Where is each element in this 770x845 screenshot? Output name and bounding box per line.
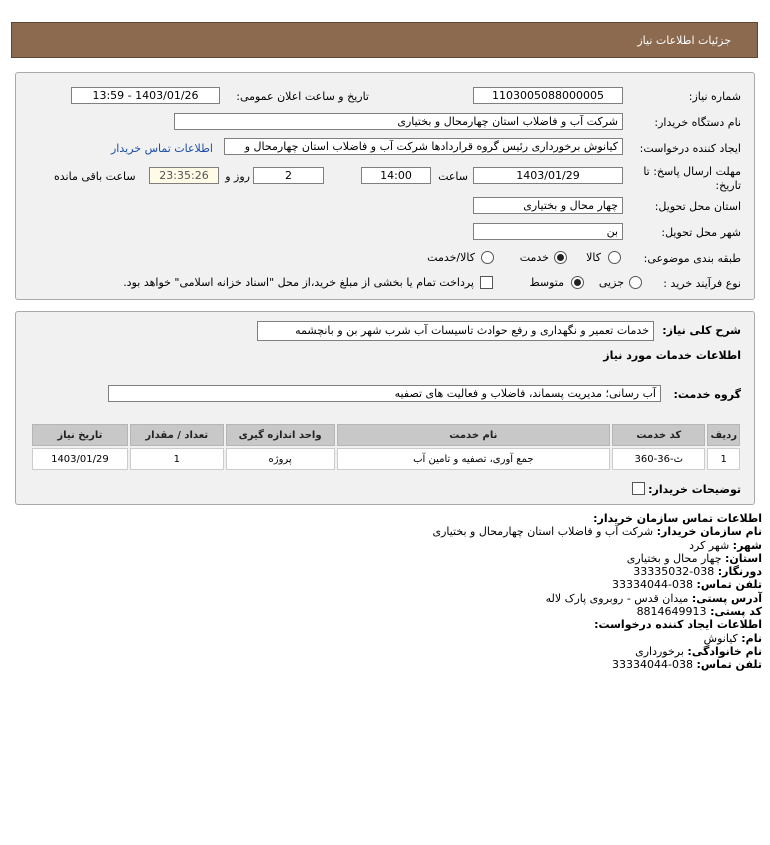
col-row: ردیف (707, 424, 740, 446)
contact-city: شهر کرد (689, 538, 730, 552)
creator-first-name-line: نام: کیانوش (703, 631, 762, 645)
category-option-goods: کالا (586, 251, 601, 264)
page-header (11, 22, 758, 58)
contact-phone-line: تلفن تماس: 038-33334044 (612, 578, 762, 592)
cell-date: 1403/01/29 (32, 448, 128, 470)
buyer-contact-link[interactable]: اطلاعات تماس خریدار (111, 142, 213, 155)
announce-label: تاریخ و ساعت اعلان عمومی: (236, 90, 369, 103)
contact-phone: 038-33334044 (612, 578, 694, 592)
days-field: 2 (253, 167, 324, 184)
contact-province: چهار محال و بختیاری (626, 551, 722, 565)
category-option-service: خدمت (519, 251, 549, 264)
category-option-goods-service: کالا/خدمت (427, 251, 475, 264)
cell-row: 1 (707, 448, 740, 470)
contact-city-line: شهر: شهر کرد (689, 538, 762, 552)
cell-name: جمع آوری، تصفیه و تامین آب (337, 448, 611, 470)
contact-postal-line: کد پستی: 8814649913 (636, 605, 762, 619)
services-table (30, 422, 742, 472)
buyer-org-label: نام دستگاه خریدار: (654, 116, 741, 129)
contact-postal: 8814649913 (636, 605, 707, 619)
category-label: طبقه بندی موضوعی: (643, 252, 741, 265)
deadline-label: مهلت ارسال پاسخ: تا (643, 165, 741, 178)
treasury-payment-note: پرداخت تمام یا بخشی از مبلغ خرید،از محل "اسناد خزانه اسلامی" خواهد بود. (123, 276, 474, 289)
announce-field: 1403/01/26 - 13:59 (71, 87, 220, 104)
contact-org: شرکت آب و فاضلاب استان چهارمحال و بختیاری (432, 525, 654, 539)
services-section-title: اطلاعات خدمات مورد نیاز (603, 349, 741, 362)
services-table-header (32, 424, 740, 446)
col-name: نام خدمت (337, 424, 611, 446)
purchase-type-label: نوع فرآیند خرید : (663, 277, 741, 290)
time-label: ساعت (438, 170, 468, 183)
purchase-radio-medium[interactable] (571, 276, 584, 289)
remaining-label: ساعت باقی مانده (54, 170, 136, 183)
creator-phone: 038-33334044 (612, 658, 694, 672)
creator-last-name: برخورداری (635, 644, 684, 658)
table-row (32, 448, 740, 470)
deadline-date-field: 1403/01/29 (473, 167, 623, 184)
contact-address-line: آدرس پستی: میدان قدس - روبروی پارک لاله (545, 591, 762, 605)
days-label: روز و (225, 170, 250, 183)
buyer-notes-label: توضیحات خریدار: (648, 483, 741, 496)
service-group-label: گروه خدمت: (673, 388, 741, 401)
cell-unit: پروژه (226, 448, 335, 470)
contact-address: میدان قدس - روبروی پارک لاله (545, 591, 689, 605)
creator-phone-line: تلفن تماس: 038-33334044 (612, 658, 762, 672)
need-number-field: 1103005088000005 (473, 87, 623, 104)
deadline-label-2: تاریخ: (715, 179, 741, 192)
creator-label: ایجاد کننده درخواست: (639, 142, 741, 155)
details-panel (15, 72, 755, 300)
contact-fax: 038-33335032 (633, 565, 715, 579)
deadline-time-field: 14:00 (361, 167, 431, 184)
contact-fax-line: دورنگار: 038-33335032 (633, 565, 762, 579)
col-date: تاریخ نیاز (32, 424, 128, 446)
purchase-radio-minor[interactable] (629, 276, 642, 289)
purchase-option-medium: متوسط (529, 276, 564, 289)
province-field: چهار محال و بختیاری (473, 197, 623, 214)
buyer-notes-checkbox[interactable] (632, 482, 645, 495)
category-radio-goods-service[interactable] (481, 251, 494, 264)
service-group-field: آب رسانی؛ مدیریت پسماند، فاضلاب و فعالیت های تصفیه (108, 385, 661, 402)
creator-field: کیانوش برخورداری رئیس گروه قراردادها شرکت آب و فاضلاب استان چهارمحال و (224, 138, 623, 155)
cell-code: ث-36-360 (612, 448, 705, 470)
city-label: شهر محل تحویل: (661, 226, 741, 239)
creator-last-name-line: نام خانوادگی: برخورداری (635, 644, 762, 658)
need-summary-panel (15, 311, 755, 505)
need-desc-label: شرح کلی نیاز: (662, 324, 741, 337)
purchase-option-minor: جزیی (598, 276, 624, 289)
contact-title: اطلاعات تماس سازمان خریدار: (593, 512, 762, 525)
city-field: بن (473, 223, 623, 240)
need-number-label: شماره نیاز: (688, 90, 741, 103)
category-radio-goods[interactable] (608, 251, 621, 264)
contact-org-line: نام سازمان خریدار: شرکت آب و فاضلاب استان چهارمحال و بختیاری (432, 525, 762, 539)
creator-first-name: کیانوش (703, 631, 738, 645)
buyer-org-field: شرکت آب و فاضلاب استان چهارمحال و بختیاری (174, 113, 623, 130)
col-code: کد خدمت (612, 424, 705, 446)
category-radio-service[interactable] (554, 251, 567, 264)
col-qty: تعداد / مقدار (130, 424, 224, 446)
creator-title: اطلاعات ایجاد کننده درخواست: (594, 618, 762, 632)
treasury-payment-checkbox[interactable] (480, 276, 493, 289)
contact-info (22, 512, 762, 672)
col-unit: واحد اندازه گیری (226, 424, 335, 446)
need-desc-field: خدمات تعمیر و نگهداری و رفع حوادث تاسیسات آب شرب شهر بن و بانچشمه (257, 321, 654, 341)
contact-province-line: استان: چهار محال و بختیاری (626, 551, 762, 565)
cell-qty: 1 (130, 448, 224, 470)
page-title: جزئیات اطلاعات نیاز (637, 34, 731, 47)
remaining-time-field: 23:35:26 (149, 167, 219, 184)
province-label: استان محل تحویل: (654, 200, 741, 213)
